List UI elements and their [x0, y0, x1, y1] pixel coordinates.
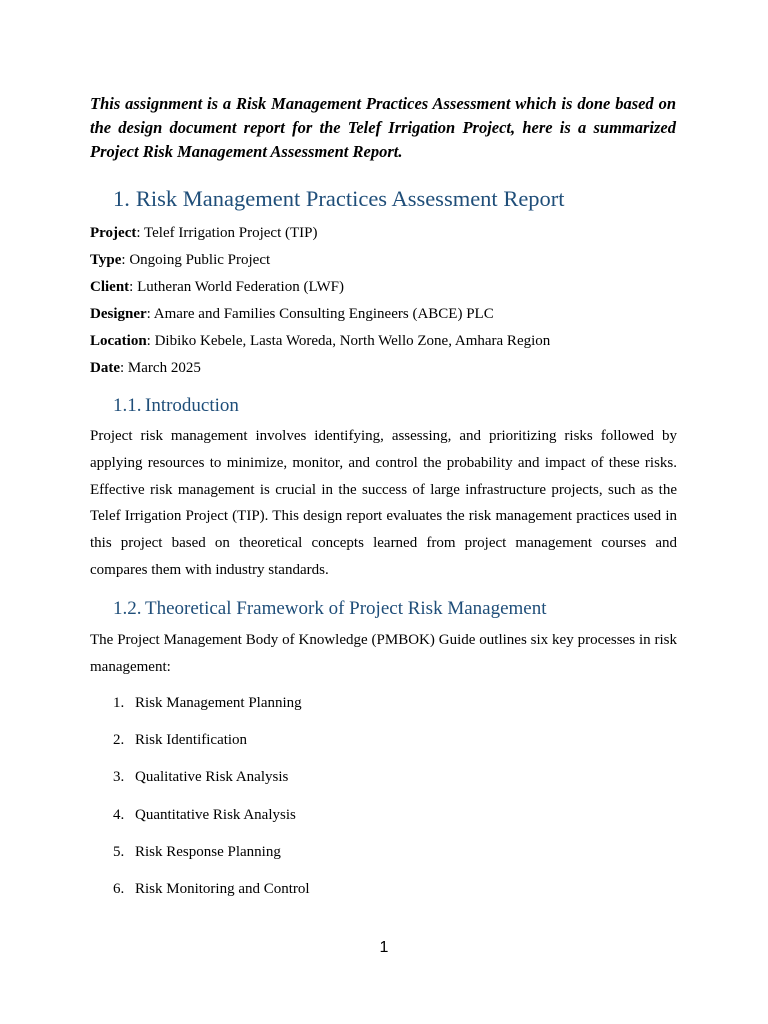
list-item-label: Quantitative Risk Analysis: [135, 806, 296, 823]
list-item-number: 1.: [113, 695, 125, 711]
section-1-1-number: 1.1.: [113, 395, 142, 416]
list-item: [113, 804, 310, 841]
project-info-label: Date: [90, 360, 120, 376]
project-info-value: : March 2025: [120, 360, 201, 376]
project-info-label: Location: [90, 333, 147, 349]
section-1-2-heading: [113, 598, 547, 620]
project-info-row: [90, 303, 690, 330]
project-info-value: : Lutheran World Federation (LWF): [129, 279, 345, 295]
project-info-value: : Dibiko Kebele, Lasta Woreda, North Wello Zone, Amhara Region: [146, 333, 551, 349]
list-item: [113, 729, 310, 766]
section-1-title: Risk Management Practices Assessment Report: [135, 186, 565, 211]
framework-paragraph: The Project Management Body of Knowledge (PMBOK) Guide outlines six key processes in risk management:: [90, 632, 677, 675]
list-item-label: Risk Monitoring and Control: [135, 880, 310, 897]
list-item: [113, 878, 310, 915]
section-1-2-number: 1.2.: [113, 598, 142, 619]
section-1-number: 1.: [113, 186, 130, 211]
introduction-paragraph: Project risk management involves identifying, assessing, and prioritizing risks followed by applying resources to minimize, monitor, and control the probability and impact of these risks. Effective risk management is crucial in the success of large infrastructure projects, such as the Telef Irrigation Project (TIP). This design report evaluates the risk management practices used in this project based on theoretical concepts learned from project management courses and compares them with industry standards.: [90, 428, 677, 578]
section-1-heading: [113, 186, 565, 212]
section-1-1-heading: [113, 395, 239, 417]
project-info-row: [90, 330, 690, 357]
list-item-number: 3.: [113, 769, 125, 786]
project-info-value: : Ongoing Public Project: [121, 252, 271, 268]
project-info-row: [90, 357, 690, 384]
project-info-list: [90, 222, 690, 384]
project-info-label: Designer: [90, 306, 147, 322]
intro-paragraph: This assignment is a Risk Management Practices Assessment which is done based on the design document report for the Telef Irrigation Project, here is a summarized Project Risk Management Assessment Report.: [90, 94, 676, 161]
list-item-number: 6.: [113, 880, 125, 897]
list-item-label: Risk Response Planning: [135, 843, 281, 860]
project-info-row: [90, 222, 690, 249]
project-info-label: Client: [90, 279, 130, 295]
project-info-row: [90, 276, 690, 303]
list-item-number: 5.: [113, 843, 125, 860]
section-1-1-title: Introduction: [145, 395, 239, 416]
project-info-label: Project: [90, 225, 137, 241]
list-item-label: Qualitative Risk Analysis: [135, 769, 289, 786]
list-item: [113, 766, 310, 803]
project-info-value: : Telef Irrigation Project (TIP): [136, 225, 318, 241]
list-item-label: Risk Identification: [135, 732, 248, 749]
section-1-2-title: Theoretical Framework of Project Risk Management: [145, 598, 547, 619]
project-info-row: [90, 249, 690, 276]
list-item-number: 4.: [113, 806, 125, 823]
project-info-label: Type: [90, 252, 122, 268]
list-item-label: Risk Management Planning: [135, 695, 302, 711]
list-item: [113, 692, 310, 729]
page-number: 1: [379, 939, 389, 956]
list-item: [113, 841, 310, 878]
risk-process-list: [113, 692, 310, 915]
list-item-number: 2.: [113, 732, 125, 749]
project-info-value: : Amare and Families Consulting Engineers (ABCE) PLC: [146, 306, 494, 322]
